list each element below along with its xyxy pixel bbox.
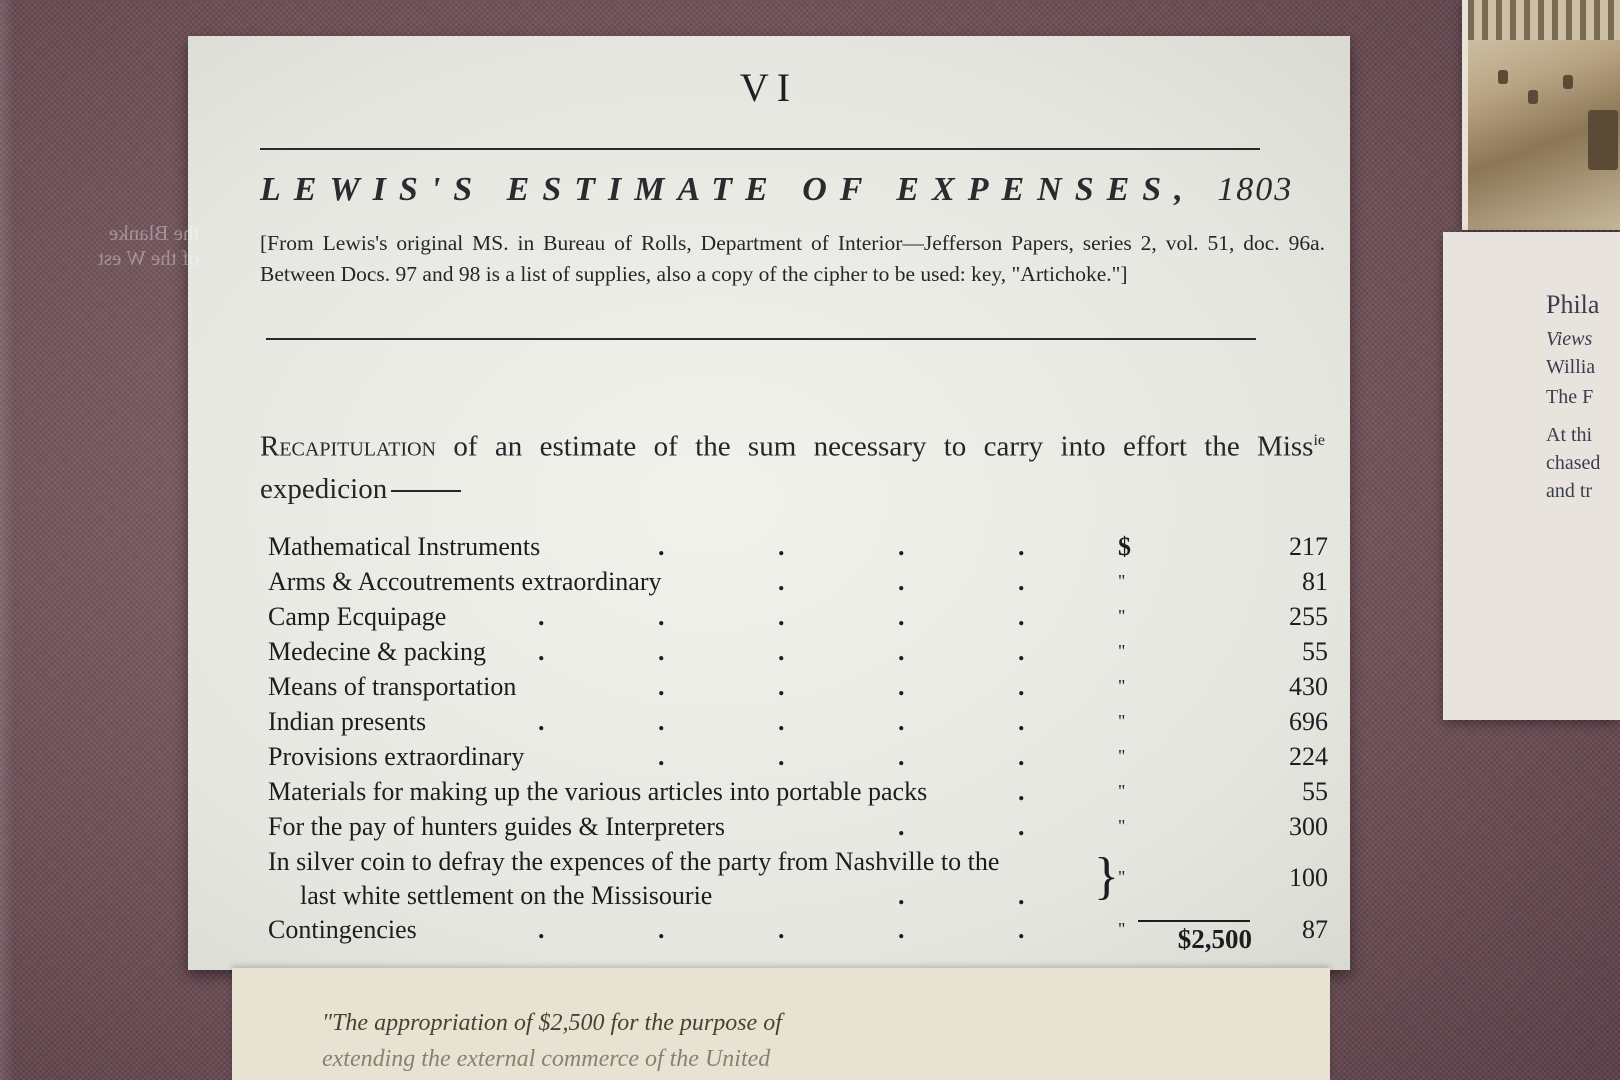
- leader-dot: .: [778, 742, 785, 771]
- leader-dot: .: [1018, 812, 1025, 841]
- painting-artwork: [1462, 0, 1620, 230]
- quote-text: "The appropriation of $2,500 for the purpose of: [322, 1010, 782, 1036]
- leader-dot: .: [778, 707, 785, 736]
- expense-label: For the pay of hunters guides & Interpreters: [268, 812, 726, 841]
- expense-amount: 300: [1289, 812, 1328, 841]
- leader-dot: .: [898, 672, 905, 701]
- leader-dot: .: [1018, 707, 1025, 736]
- leader-dot: .: [1018, 532, 1025, 561]
- leader-dot: .: [538, 602, 545, 631]
- ditto-mark: ": [1118, 606, 1126, 626]
- expense-row: [268, 602, 1328, 637]
- leader-dot: .: [898, 567, 905, 596]
- recap-text: of an estimate of the sum necessary to carry into effort the Miss: [453, 430, 1314, 463]
- expense-label: In silver coin to defray the expences of the party from Nashville to the: [268, 847, 1000, 876]
- glass-reflection: [0, 0, 14, 1080]
- leader-dot: .: [658, 602, 665, 631]
- leader-dot: .: [1018, 915, 1025, 944]
- expense-row: [268, 532, 1328, 567]
- expense-label: Materials for making up the various articles into portable packs: [268, 777, 928, 806]
- leader-dot: .: [1018, 777, 1025, 806]
- expense-amount: 100: [1289, 863, 1328, 892]
- ditto-mark: ": [1118, 867, 1126, 887]
- expense-row: [268, 777, 1328, 812]
- title-year: 1803: [1217, 171, 1294, 208]
- side-card-text: chased: [1546, 452, 1601, 474]
- recap-lead: Recapitulation: [260, 430, 436, 463]
- leader-dot: .: [778, 567, 785, 596]
- ditto-mark: ": [1118, 711, 1126, 731]
- painting-figure: [1588, 110, 1618, 170]
- middle-rule: [266, 338, 1256, 340]
- ditto-mark: ": [1118, 676, 1126, 696]
- leader-dot: .: [898, 812, 905, 841]
- expense-row: [268, 567, 1328, 602]
- recap-dash: [391, 490, 461, 492]
- ditto-mark: ": [1118, 746, 1126, 766]
- source-note: [From Lewis's original MS. in Bureau of Rolls, Department of Interior—Jefferson Papers, series 2, vol. 51, doc. 96a. Between Docs. 97 and 98 is a list of supplies, also a copy of the cipher to be used: key, "Artichoke."]: [260, 231, 1325, 286]
- ditto-mark: ": [1118, 571, 1126, 591]
- leader-dot: .: [898, 881, 905, 910]
- expense-row: [268, 742, 1328, 777]
- expense-label: Contingencies: [268, 915, 417, 944]
- recap-end: expedicion: [260, 472, 388, 505]
- leader-dot: .: [538, 707, 545, 736]
- expense-amount: 217: [1289, 532, 1328, 561]
- leader-dot: .: [1018, 637, 1025, 666]
- painting-figure: [1563, 75, 1573, 89]
- expense-row: [268, 637, 1328, 672]
- leader-dot: .: [898, 742, 905, 771]
- exhibit-placard: [98, 36, 1350, 970]
- painting-building-facade: [1468, 0, 1620, 40]
- leader-dot: .: [538, 915, 545, 944]
- leader-dot: .: [898, 602, 905, 631]
- expense-amount: 87: [1302, 915, 1328, 944]
- recap-superscript: ie: [1313, 432, 1326, 449]
- expense-amount: 430: [1289, 672, 1328, 701]
- leader-dot: .: [1018, 742, 1025, 771]
- leader-dot: .: [658, 637, 665, 666]
- side-card-heading: Phila: [1546, 290, 1600, 319]
- leader-dot: .: [1018, 672, 1025, 701]
- quote-text-continued: extending the external commerce of the United: [322, 1046, 771, 1072]
- reflected-line: the Blanke: [108, 221, 200, 245]
- ditto-mark: ": [1118, 919, 1126, 939]
- section-number: VI: [739, 65, 799, 110]
- leader-dot: .: [778, 532, 785, 561]
- expense-label: Mathematical Instruments: [268, 532, 541, 561]
- currency-mark: $: [1118, 532, 1131, 561]
- leader-dot: .: [778, 637, 785, 666]
- ditto-mark: ": [1118, 641, 1126, 661]
- recapitulation-heading: [260, 420, 1325, 510]
- expense-amount: 55: [1302, 777, 1328, 806]
- expense-label: Means of transportation: [268, 672, 517, 701]
- title-text: LEWIS'S ESTIMATE OF EXPENSES,: [260, 171, 1196, 208]
- leader-dot: .: [778, 915, 785, 944]
- side-card-publisher: The F: [1546, 386, 1594, 408]
- expense-label: Arms & Accoutrements extraordinary: [268, 567, 662, 596]
- leader-dot: .: [898, 915, 905, 944]
- side-card-text: and tr: [1546, 480, 1593, 502]
- expense-row: [268, 707, 1328, 742]
- expense-label: Camp Ecquipage: [268, 602, 447, 631]
- leader-dot: .: [1018, 567, 1025, 596]
- reflected-text: [98, 221, 199, 271]
- expense-row: [268, 672, 1328, 707]
- leader-dot: .: [658, 742, 665, 771]
- ditto-mark: ": [1118, 816, 1126, 836]
- leader-dot: .: [1018, 602, 1025, 631]
- top-rule: [260, 148, 1260, 150]
- placard-title: [260, 171, 1320, 209]
- leader-dot: .: [658, 532, 665, 561]
- leader-dot: .: [778, 672, 785, 701]
- quote-card: [232, 968, 1330, 1080]
- side-card-author: Willia: [1546, 356, 1596, 378]
- expense-label: Indian presents: [268, 707, 427, 736]
- total-rule: [1138, 920, 1250, 922]
- expense-amount: 696: [1289, 707, 1328, 736]
- total-amount: $2,500: [1177, 924, 1252, 954]
- leader-dot: .: [658, 707, 665, 736]
- painting-figure: [1498, 70, 1508, 84]
- expense-label: Medecine & packing: [268, 637, 487, 666]
- leader-dot: .: [658, 915, 665, 944]
- ditto-mark: ": [1118, 781, 1126, 801]
- expense-amount: 224: [1289, 742, 1328, 771]
- leader-dot: .: [778, 602, 785, 631]
- expense-amount: 255: [1289, 602, 1328, 631]
- expense-list: [268, 532, 1328, 950]
- leader-dot: .: [898, 637, 905, 666]
- side-label-card: [1443, 232, 1620, 720]
- expense-label: Provisions extraordinary: [268, 742, 525, 771]
- side-card-subtitle: Views: [1546, 328, 1593, 350]
- expense-amount: 55: [1302, 637, 1328, 666]
- leader-dot: .: [898, 532, 905, 561]
- painting-figure: [1528, 90, 1538, 104]
- leader-dot: .: [658, 672, 665, 701]
- expense-row: [268, 847, 1328, 915]
- expense-label-continued: last white settlement on the Missisourie: [300, 881, 713, 910]
- brace-mark: }: [1094, 848, 1119, 905]
- side-card-text: At thi: [1546, 424, 1593, 446]
- expense-row: [268, 812, 1328, 847]
- leader-dot: .: [898, 707, 905, 736]
- expense-amount: 81: [1302, 567, 1328, 596]
- leader-dot: .: [1018, 881, 1025, 910]
- reflected-line: of the W est: [98, 246, 200, 270]
- leader-dot: .: [538, 637, 545, 666]
